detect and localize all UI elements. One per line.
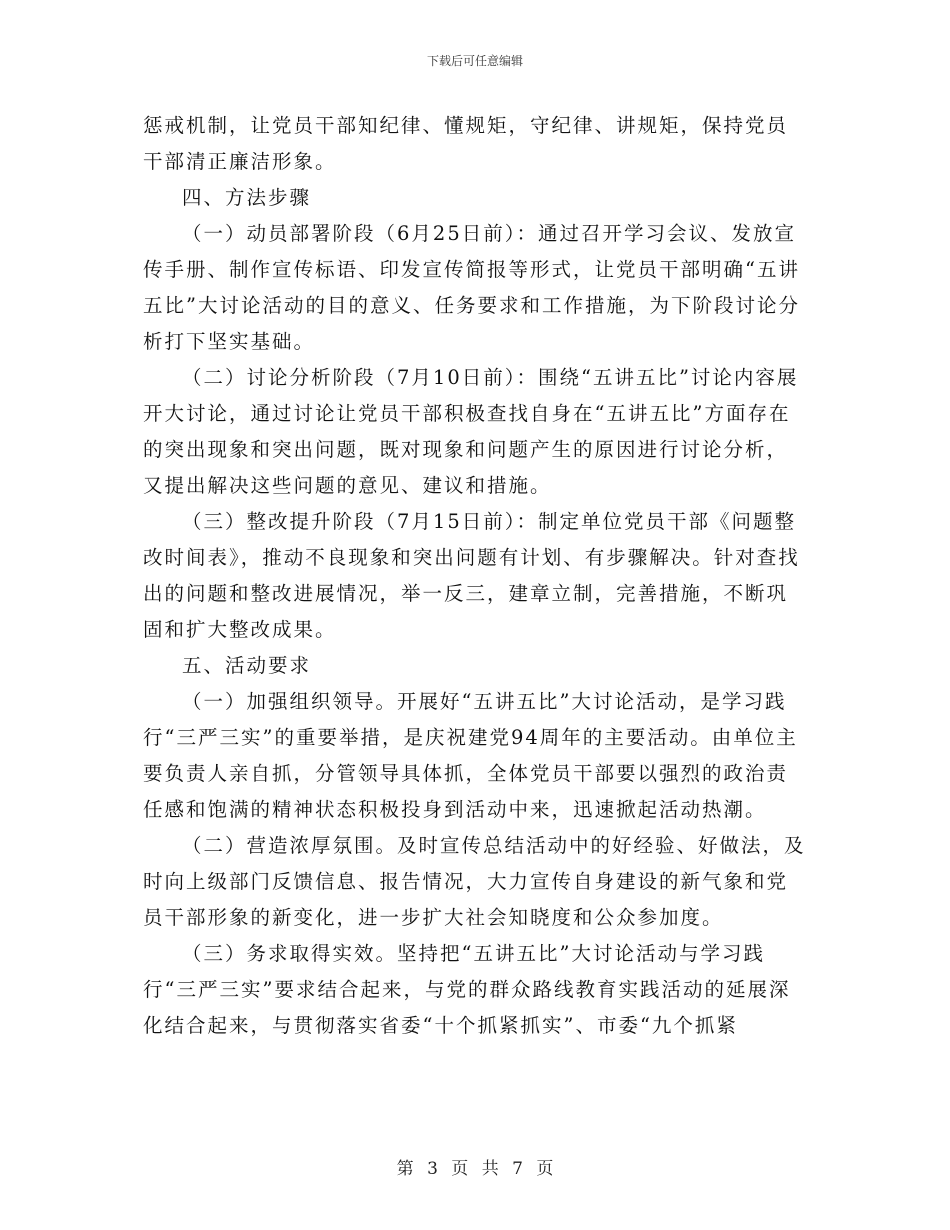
- paragraph-step-1: （一）动员部署阶段（6月25日前）：通过召开学习会议、发放宣传手册、制作宣传标语、印发宣传简报等形式，让党员干部明确“五讲五比”大讨论活动的目的意义、任务要求和工作措施，为下阶段讨论分析打下坚实基础。: [143, 222, 800, 353]
- footer-current-page: 3: [427, 1159, 438, 1179]
- page-footer: [0, 1154, 950, 1179]
- footer-page-label: 页: [451, 1159, 469, 1179]
- paragraph-requirement-3: （三）务求取得实效。坚持把“五讲五比”大讨论活动与学习践行“三严三实”要求结合起来，与党的群众路线教育实践活动的延展深化结合起来，与贯彻落实省委“十个抓紧抓实”、市委“九个抓紧: [143, 942, 791, 1037]
- paragraph-1: 惩戒机制，让党员干部知纪律、懂规矩，守纪律、讲规矩，保持党员干部清正廉洁形象。: [143, 114, 789, 173]
- section-heading-methods: 四、方法步骤: [182, 186, 312, 209]
- footer-suffix: 页: [536, 1159, 554, 1179]
- paragraph-requirement-1: （一）加强组织领导。开展好“五讲五比”大讨论活动，是学习践行“三严三实”的重要举措，是庆祝建党94周年的主要活动。由单位主要负责人亲自抓，分管领导具体抓，全体党员干部要以强烈的政治责任感和饱满的精神状态积极投身到活动中来，迅速掀起活动热潮。: [143, 690, 798, 821]
- paragraph-step-2: （二）讨论分析阶段（7月10日前）：围绕“五讲五比”讨论内容展开大讨论，通过讨论让党员干部积极查找自身在“五讲五比”方面存在的突出现象和突出问题，既对现象和问题产生的原因进行讨论分析，又提出解决这些问题的意见、建议和措施。: [143, 366, 799, 497]
- footer-total-label: 共: [481, 1159, 499, 1179]
- paragraph-requirement-2: （二）营造浓厚氛围。及时宣传总结活动中的好经验、好做法，及时向上级部门反馈信息、报告情况，大力宣传自身建设的新气象和党员干部形象的新变化，进一步扩大社会知晓度和公众参加度。: [143, 834, 806, 929]
- section-heading-requirements: 五、活动要求: [182, 654, 312, 677]
- footer-prefix: 第: [396, 1159, 414, 1179]
- page-header: 下载后可任意编辑: [426, 54, 523, 68]
- document-body: [143, 108, 808, 1044]
- paragraph-step-3: （三）整改提升阶段（7月15日前）：制定单位党员干部《问题整改时间表》，推动不良现象和突出问题有计划、有步骤解决。针对查找出的问题和整改进展情况，举一反三，建章立制，完善措施，不断巩固和扩大整改成果。: [143, 510, 800, 641]
- footer-total-pages: 7: [512, 1159, 523, 1179]
